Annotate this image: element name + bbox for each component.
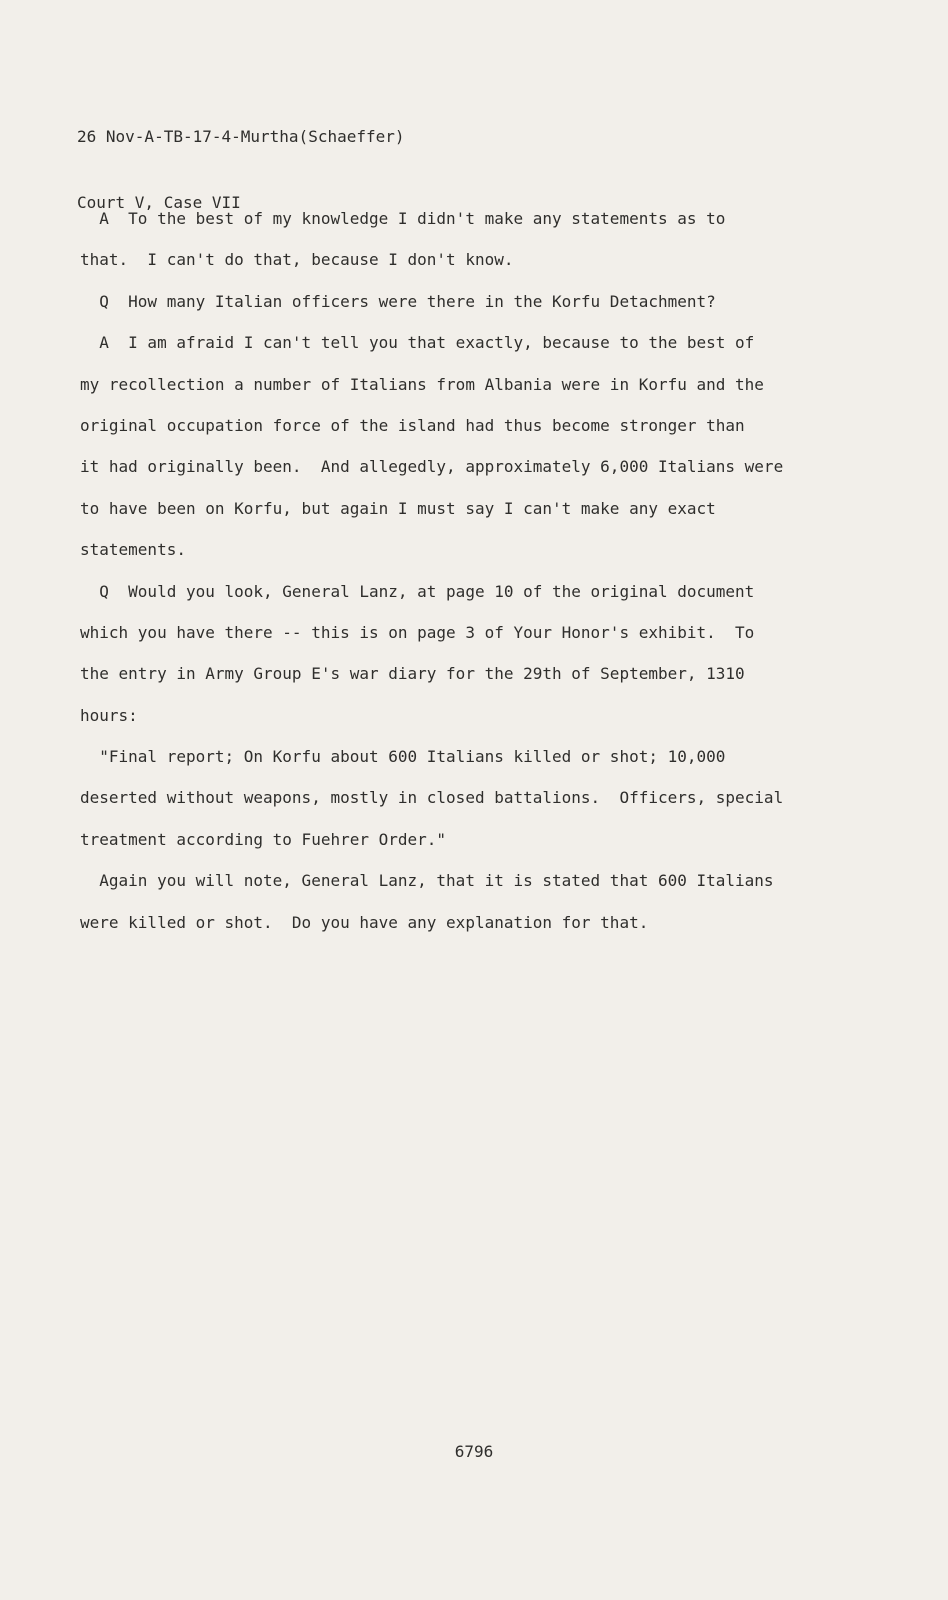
transcript-line: it had originally been. And allegedly, approximately 6,000 Italians were [80, 457, 784, 477]
transcript-line: which you have there -- this is on page 3 of Your Honor's exhibit. To [80, 622, 755, 642]
header-line-2: Court V, Case VII [77, 193, 241, 212]
transcript-line: "Final report; On Korfu about 600 Italians killed or shot; 10,000 [80, 747, 726, 767]
header-line-1: 26 Nov-A-TB-17-4-Murtha(Schaeffer) [77, 127, 405, 146]
transcript-line: Again you will note, General Lanz, that it is stated that 600 Italians [80, 871, 774, 891]
transcript-line: A To the best of my knowledge I didn't make any statements as to [80, 209, 726, 228]
page-number: 6796 [454, 1442, 494, 1461]
transcript-line: A I am afraid I can't tell you that exactly, because to the best of [80, 333, 755, 353]
transcript-line: treatment according to Fuehrer Order." [80, 829, 447, 849]
transcript-line: the entry in Army Group E's war diary for the 29th of September, 1310 [80, 664, 745, 684]
transcript-body [80, 198, 870, 943]
transcript-line: hours: [80, 705, 138, 725]
transcript-line: Q How many Italian officers were there in the Korfu Detachment? [80, 291, 716, 311]
transcript-line: Q Would you look, General Lanz, at page 10 of the original document [80, 581, 755, 601]
transcript-line: statements. [80, 540, 186, 560]
transcript-line: to have been on Korfu, but again I must say I can't make any exact [80, 498, 716, 518]
transcript-line: my recollection a number of Italians from Albania were in Korfu and the [80, 374, 764, 394]
transcript-line: deserted without weapons, mostly in closed battalions. Officers, special [80, 788, 784, 808]
transcript-line: original occupation force of the island had thus become stronger than [80, 415, 745, 435]
transcript-line: were killed or shot. Do you have any explanation for that. [80, 912, 649, 932]
transcript-line: that. I can't do that, because I don't know. [80, 250, 514, 270]
